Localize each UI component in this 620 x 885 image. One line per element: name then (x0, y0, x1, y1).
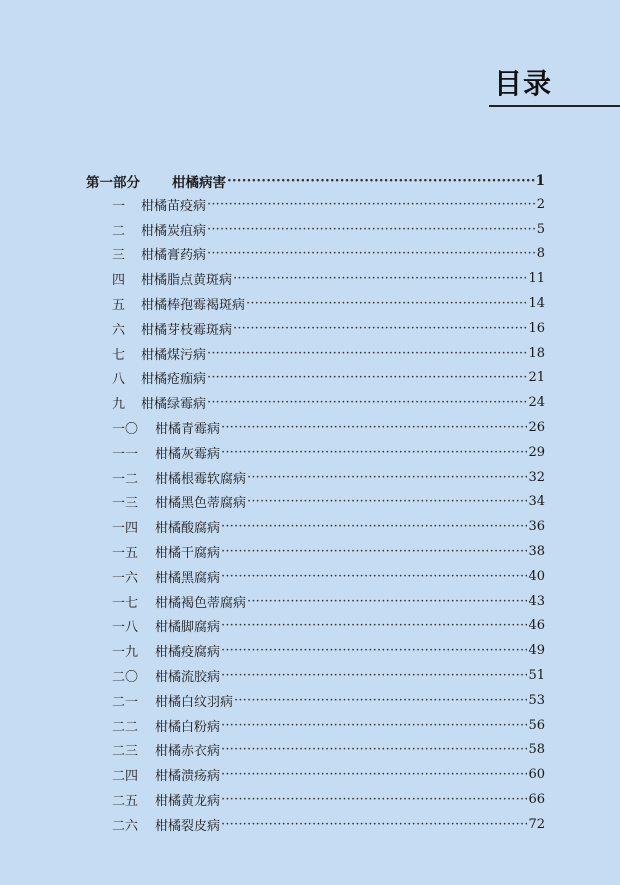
toc-entry[interactable] (0, 242, 620, 267)
dot-leader (227, 173, 545, 189)
entry-title: 柑橘流胶病 (155, 670, 221, 686)
entry-title: 柑橘脂点黄斑病 (141, 273, 233, 289)
dot-leader (221, 817, 545, 832)
toc-entry[interactable] (0, 738, 620, 763)
entry-page-number: 46 (528, 618, 545, 634)
dot-leader (221, 643, 545, 658)
entry-page-number: 49 (528, 643, 545, 659)
entry-page-number: 5 (536, 221, 545, 237)
entry-number: 一五 (112, 546, 139, 562)
entry-number: 三 (112, 248, 126, 264)
part-number: 第一部分 (86, 174, 140, 191)
entry-page-number: 40 (528, 568, 545, 584)
entry-number: 一 (112, 198, 126, 214)
entry-number: 一七 (112, 595, 139, 611)
entry-title: 柑橘疮痂病 (141, 372, 207, 388)
entry-number: 五 (112, 298, 126, 314)
entry-page-number: 26 (528, 420, 545, 436)
entry-title: 柑橘黄龙病 (155, 794, 221, 810)
dot-leader (207, 222, 545, 237)
entry-number: 一八 (112, 620, 139, 636)
entry-page-number: 72 (528, 816, 545, 832)
entry-number: 一三 (112, 496, 139, 512)
entry-title: 柑橘膏药病 (141, 248, 207, 264)
toc-entry[interactable] (0, 663, 620, 688)
dot-leader (207, 197, 545, 212)
dot-leader (221, 767, 545, 782)
toc-entry[interactable] (0, 762, 620, 787)
dot-leader (221, 420, 545, 435)
entry-number: 一四 (112, 521, 139, 537)
toc-entry[interactable] (0, 688, 620, 713)
entry-page-number: 53 (528, 692, 545, 708)
toc-entry[interactable] (0, 614, 620, 639)
entry-title: 柑橘煤污病 (141, 347, 207, 363)
entry-number: 二五 (112, 794, 139, 810)
dot-leader (221, 668, 545, 683)
toc-entry[interactable] (0, 465, 620, 490)
toc-entry[interactable] (0, 341, 620, 366)
dot-leader (221, 519, 545, 534)
toc-entry[interactable] (0, 192, 620, 217)
toc-entry[interactable] (0, 266, 620, 291)
part-title: 柑橘病害 (172, 174, 226, 191)
title-underline (489, 105, 620, 107)
entry-title: 柑橘褐色蒂腐病 (155, 595, 247, 611)
entry-title: 柑橘黑色蒂腐病 (155, 496, 247, 512)
toc-entry[interactable] (0, 316, 620, 341)
dot-leader (221, 718, 545, 733)
dot-leader (221, 742, 545, 757)
entry-number: 二 (112, 223, 126, 239)
toc-entry[interactable] (0, 291, 620, 316)
dot-leader (247, 594, 545, 609)
toc-entry[interactable] (0, 366, 620, 391)
entry-number: 二四 (112, 769, 139, 785)
entry-title: 柑橘苗疫病 (141, 198, 207, 214)
entry-page-number: 18 (528, 345, 545, 361)
dot-leader (207, 370, 545, 385)
table-of-contents (0, 170, 620, 837)
entry-page-number: 24 (528, 395, 545, 411)
entry-title: 柑橘疫腐病 (155, 645, 221, 661)
dot-leader (221, 569, 545, 584)
entry-number: 二六 (112, 818, 139, 834)
entry-title: 柑橘溃疡病 (155, 769, 221, 785)
dot-leader (234, 693, 545, 708)
entry-title: 柑橘芽枝霉斑病 (141, 322, 233, 338)
entry-number: 四 (112, 273, 126, 289)
entry-page-number: 2 (536, 196, 545, 212)
entry-page-number: 14 (528, 296, 545, 312)
toc-entry[interactable] (0, 589, 620, 614)
entry-number: 一九 (112, 645, 139, 661)
toc-entry-list (0, 192, 620, 837)
toc-entry[interactable] (0, 539, 620, 564)
entry-number: 二〇 (112, 670, 139, 686)
entry-number: 二三 (112, 744, 139, 760)
entry-title: 柑橘干腐病 (155, 546, 221, 562)
entry-number: 九 (112, 397, 126, 413)
toc-entry[interactable] (0, 514, 620, 539)
toc-entry[interactable] (0, 713, 620, 738)
entry-page-number: 32 (528, 469, 545, 485)
toc-entry[interactable] (0, 564, 620, 589)
toc-entry[interactable] (0, 440, 620, 465)
entry-page-number: 43 (528, 593, 545, 609)
entry-title: 柑橘裂皮病 (155, 818, 221, 834)
dot-leader (221, 618, 545, 633)
toc-entry[interactable] (0, 787, 620, 812)
toc-part-heading[interactable] (0, 170, 620, 191)
dot-leader (221, 544, 545, 559)
page-title: 目录 (494, 67, 553, 100)
dot-leader (233, 271, 545, 286)
entry-number: 七 (112, 347, 126, 363)
entry-number: 二二 (112, 719, 139, 735)
entry-page-number: 56 (528, 717, 545, 733)
entry-page-number: 11 (528, 271, 545, 287)
entry-page-number: 60 (528, 767, 545, 783)
entry-title: 柑橘灰霉病 (155, 446, 221, 462)
entry-title: 柑橘白粉病 (155, 719, 221, 735)
part-page-number: 1 (535, 172, 545, 189)
toc-entry[interactable] (0, 812, 620, 837)
entry-title: 柑橘棒孢霉褐斑病 (141, 298, 246, 314)
entry-title: 柑橘酸腐病 (155, 521, 221, 537)
dot-leader (207, 395, 545, 410)
toc-entry[interactable] (0, 638, 620, 663)
entry-title: 柑橘脚腐病 (155, 620, 221, 636)
entry-number: 一六 (112, 570, 139, 586)
entry-page-number: 29 (528, 444, 545, 460)
entry-page-number: 21 (528, 370, 545, 386)
entry-number: 一一 (112, 446, 139, 462)
dot-leader (221, 792, 545, 807)
dot-leader (246, 296, 545, 311)
entry-number: 六 (112, 322, 126, 338)
dot-leader (247, 494, 545, 509)
dot-leader (221, 445, 545, 460)
dot-leader (207, 346, 545, 361)
entry-page-number: 36 (528, 519, 545, 535)
entry-title: 柑橘青霉病 (155, 422, 221, 438)
dot-leader (233, 321, 545, 336)
dot-leader (207, 246, 545, 261)
entry-page-number: 8 (536, 246, 545, 262)
toc-entry[interactable] (0, 217, 620, 242)
entry-page-number: 16 (528, 320, 545, 336)
entry-page-number: 51 (528, 668, 545, 684)
entry-title: 柑橘炭疽病 (141, 223, 207, 239)
entry-number: 八 (112, 372, 126, 388)
entry-page-number: 58 (528, 742, 545, 758)
toc-entry[interactable] (0, 390, 620, 415)
entry-number: 一二 (112, 471, 139, 487)
dot-leader (247, 470, 545, 485)
entry-title: 柑橘白纹羽病 (155, 694, 234, 710)
entry-title: 柑橘根霉软腐病 (155, 471, 247, 487)
entry-number: 二一 (112, 694, 139, 710)
toc-entry[interactable] (0, 490, 620, 515)
entry-title: 柑橘赤衣病 (155, 744, 221, 760)
entry-number: 一〇 (112, 422, 139, 438)
entry-page-number: 38 (528, 544, 545, 560)
toc-entry[interactable] (0, 415, 620, 440)
entry-page-number: 34 (528, 494, 545, 510)
entry-page-number: 66 (528, 792, 545, 808)
entry-title: 柑橘黑腐病 (155, 570, 221, 586)
entry-title: 柑橘绿霉病 (141, 397, 207, 413)
